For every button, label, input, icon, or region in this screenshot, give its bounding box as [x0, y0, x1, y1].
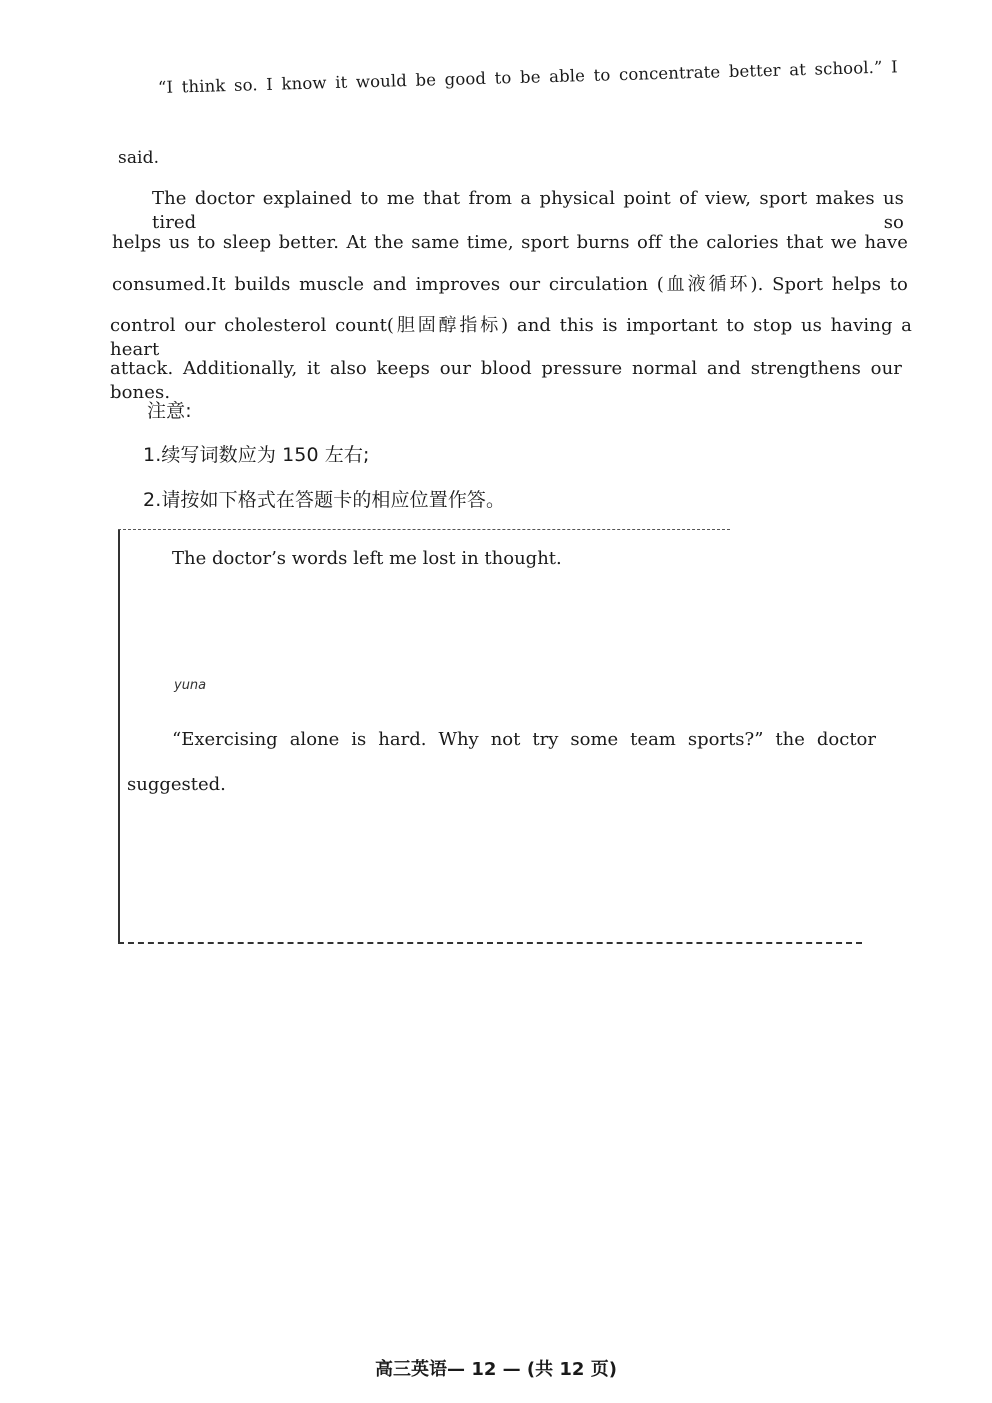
note-item-2: 2.请按如下格式在答题卡的相应位置作答。: [143, 489, 506, 511]
paragraph-line-1: The doctor explained to me that from a physical point of view, sport makes us tired so: [152, 188, 904, 233]
paragraph-line-2: helps us to sleep better. At the same time, sport burns off the calories that we have: [112, 232, 908, 253]
answer-second-tail: suggested.: [127, 774, 226, 795]
answer-box-bottom-border: [118, 942, 862, 944]
paragraph-line-4: control our cholesterol count(胆固醇指标) and this is important to stop us having a heart: [110, 315, 912, 360]
paragraph-line-3: consumed.It builds muscle and improves our circulation (血液循环). Sport helps to: [112, 274, 908, 295]
answer-second-line: “Exercising alone is hard. Why not try some team sports?” the doctor: [172, 729, 876, 750]
note-item-1: 1.续写词数应为 150 左右;: [143, 444, 370, 466]
answer-first-sentence: The doctor’s words left me lost in thought.: [172, 548, 562, 569]
handwritten-mark: yuna: [174, 678, 207, 693]
paragraph-line-5: attack. Additionally, it also keeps our blood pressure normal and strengthens our bones.: [110, 358, 902, 403]
page-footer: 高三英语— 12 — (共 12 页): [375, 1359, 617, 1380]
notes-title: 注意:: [147, 400, 192, 422]
passage-intro-tail: said.: [118, 148, 160, 168]
passage-intro-line: “I think so. I know it would be good to be able to concentrate better at school.” I: [157, 57, 898, 97]
